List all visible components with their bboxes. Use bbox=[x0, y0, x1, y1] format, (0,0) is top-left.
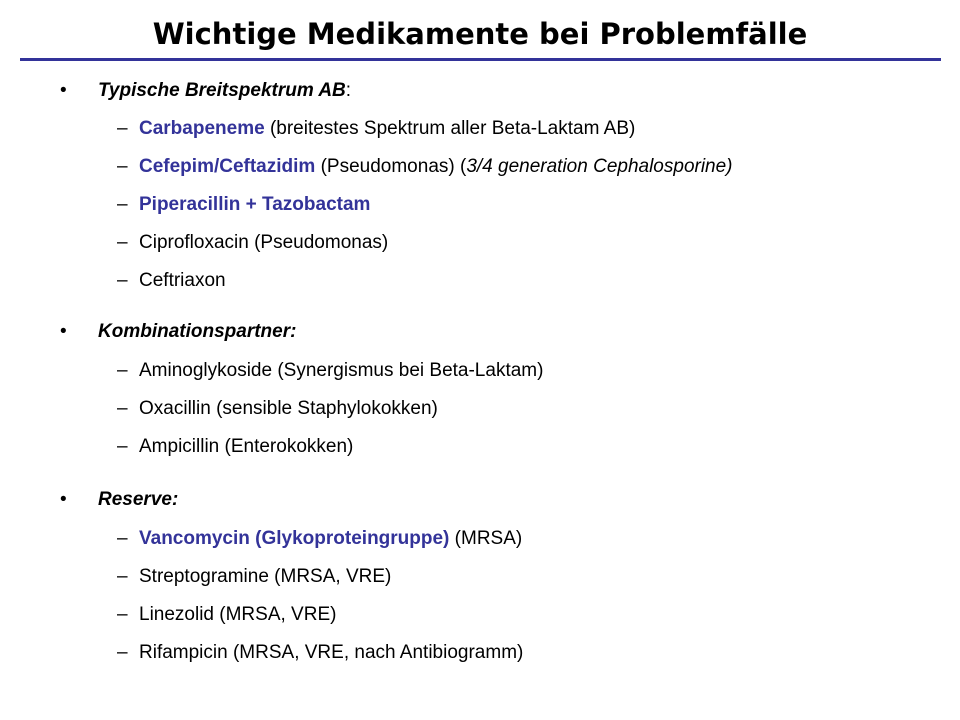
dash-marker: – bbox=[117, 270, 128, 291]
list-item bbox=[117, 231, 388, 255]
section-heading-reserve bbox=[60, 488, 178, 512]
dash-marker: – bbox=[117, 156, 128, 177]
dash-marker: – bbox=[117, 398, 128, 419]
list-item bbox=[117, 193, 370, 217]
drug-name-highlight: Carbapeneme bbox=[139, 118, 265, 139]
list-item bbox=[117, 527, 522, 551]
section-heading-suffix: : bbox=[345, 80, 352, 101]
list-item bbox=[117, 359, 543, 383]
item-italic-text: 3/4 generation Cephalosporine) bbox=[466, 156, 733, 177]
item-text: Ceftriaxon bbox=[139, 270, 226, 291]
drug-name-highlight: Piperacillin + Tazobactam bbox=[139, 194, 371, 215]
list-item bbox=[117, 641, 523, 665]
bullet-icon: • bbox=[60, 80, 67, 101]
drug-name-highlight: Cefepim/Ceftazidim bbox=[139, 156, 316, 177]
section-heading-kombinationspartner bbox=[60, 320, 296, 344]
dash-marker: – bbox=[117, 604, 128, 625]
list-item bbox=[117, 603, 336, 627]
item-text: Ampicillin (Enterokokken) bbox=[139, 436, 354, 457]
section-heading-breitspektrum bbox=[60, 79, 351, 103]
item-text: Streptogramine (MRSA, VRE) bbox=[139, 566, 392, 587]
section-heading-text: Typische Breitspektrum AB bbox=[98, 80, 346, 101]
list-item bbox=[117, 117, 635, 141]
drug-name-highlight: Vancomycin (Glykoproteingruppe) bbox=[139, 528, 450, 549]
item-text: (breitestes Spektrum aller Beta-Laktam AB) bbox=[264, 118, 636, 139]
dash-marker: – bbox=[117, 232, 128, 253]
bullet-icon: • bbox=[60, 489, 67, 510]
bullet-icon: • bbox=[60, 321, 67, 342]
list-item bbox=[117, 269, 226, 293]
list-item bbox=[117, 565, 391, 589]
item-text: Linezolid (MRSA, VRE) bbox=[139, 604, 337, 625]
dash-marker: – bbox=[117, 642, 128, 663]
dash-marker: – bbox=[117, 528, 128, 549]
list-item bbox=[117, 397, 438, 421]
item-text: Oxacillin (sensible Staphylokokken) bbox=[139, 398, 438, 419]
item-text: (MRSA) bbox=[449, 528, 523, 549]
dash-marker: – bbox=[117, 194, 128, 215]
list-item bbox=[117, 435, 353, 459]
item-text: Aminoglykoside (Synergismus bei Beta-Laktam) bbox=[139, 360, 544, 381]
item-text: Rifampicin (MRSA, VRE, nach Antibiogramm) bbox=[139, 642, 524, 663]
item-text: Ciprofloxacin (Pseudomonas) bbox=[139, 232, 389, 253]
dash-marker: – bbox=[117, 360, 128, 381]
item-text: (Pseudomonas) ( bbox=[315, 156, 467, 177]
dash-marker: – bbox=[117, 566, 128, 587]
slide-title: Wichtige Medikamente bei Problemfälle bbox=[152, 17, 808, 51]
section-heading-text: Reserve: bbox=[98, 489, 179, 510]
list-item bbox=[117, 155, 733, 179]
title-underline bbox=[20, 58, 941, 61]
dash-marker: – bbox=[117, 118, 128, 139]
section-heading-text: Kombinationspartner: bbox=[98, 321, 297, 342]
dash-marker: – bbox=[117, 436, 128, 457]
